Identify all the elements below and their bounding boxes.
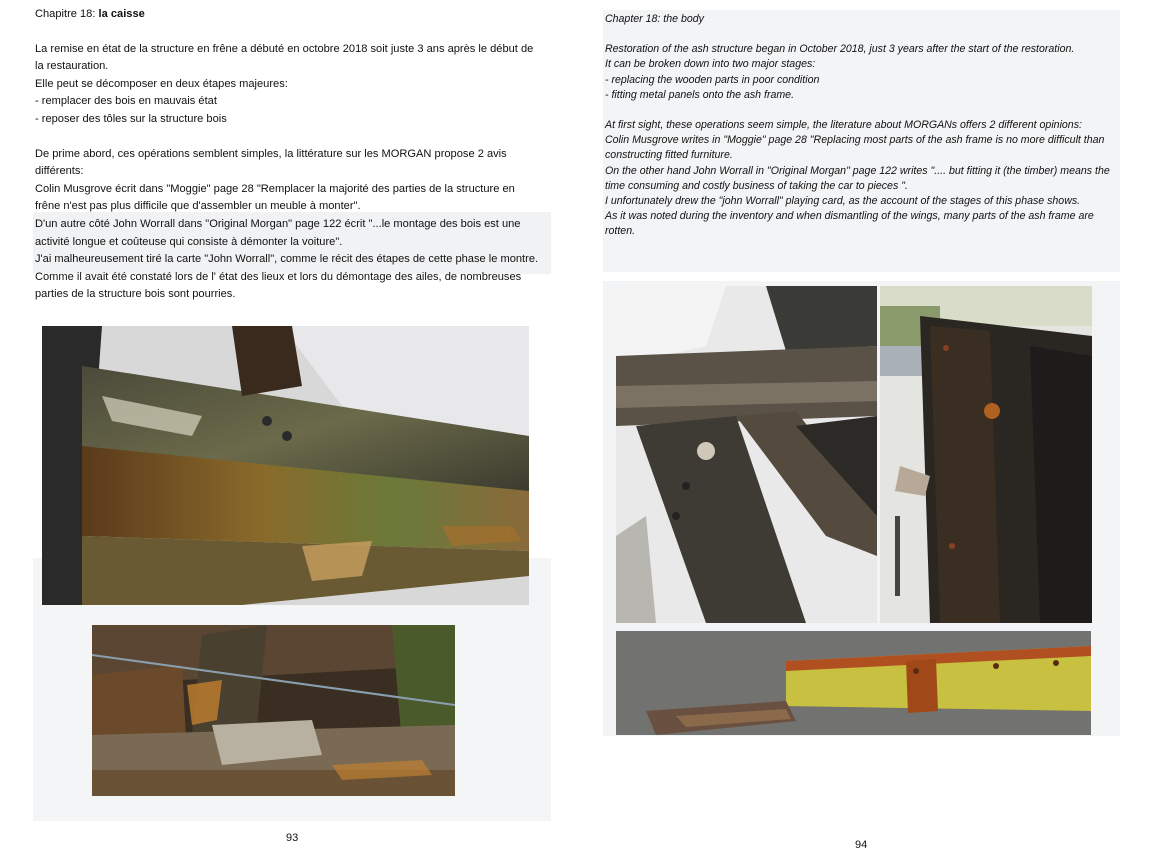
left-paragraph: Elle peut se décomposer en deux étapes majeures: [35,77,288,90]
photo-rotten-frame-2 [92,625,455,796]
right-page-text [605,12,1120,240]
photo-rotten-joint [616,286,877,623]
left-paragraph: Comme il avait été constaté lors de l' état des lieux et lors du démontage des ailes, de nombreuses parties de la structure bois sont pourries. [35,270,522,301]
page-number: 93 [286,832,299,844]
left-page-text [35,6,540,304]
photo-rusty-panel [616,631,1091,735]
right-paragraph: At first sight, these operations seem simple, the literature about MORGANs offers 2 different opinions: [605,119,1082,132]
right-paragraph: It can be broken down into two major stages: [605,58,816,71]
page-number: 94 [855,839,868,851]
left-paragraph: D'un autre côté John Worrall dans "Original Morgan" page 122 écrit "...le montage des bois est une activité longue et coûteuse qui consiste à démonter la voiture". [35,217,521,248]
right-paragraph: Restoration of the ash structure began in October 2018, just 3 years after the start of the restoration. [605,43,1075,56]
right-paragraph: On the other hand John Worrall in "Original Morgan" page 122 writes ".... but fitting it (the timber) means the time consuming and costly business of taking the car to pieces ". [605,164,1110,192]
photo-rotten-frame-1 [42,326,529,605]
right-paragraph: I unfortunately drew the "john Worrall" playing card, as the account of the stages of this phase shows. [605,195,1081,208]
left-paragraph: J'ai malheureusement tiré la carte "John Worrall", comme le récit des étapes de cette phase le montre. [35,253,539,266]
right-list-item: - replacing the wooden parts in poor condition [605,73,820,86]
right-paragraph: Colin Musgrove writes in "Moggie" page 28 "Replacing most parts of the ash frame is no more difficult than constructing fitted furniture. [605,134,1105,162]
left-paragraph: De prime abord, ces opérations semblent simples, la littérature sur les MORGAN propose 2 avis différents: [35,147,507,178]
left-paragraph: La remise en état de la structure en frêne a débuté en octobre 2018 soit juste 3 ans après le début de la restauration. [35,42,534,73]
photo-rotten-pillar [880,286,1092,623]
left-list-item: - reposer des tôles sur la structure bois [35,112,227,125]
left-paragraph: Colin Musgrove écrit dans "Moggie" page 28 "Remplacer la majorité des parties de la structure en frêne n'est pas plus difficile que d'assembler un meuble à monter". [35,182,515,213]
left-chapter-title: Chapitre 18: la caisse [35,8,145,20]
right-list-item: - fitting metal panels onto the ash frame. [605,88,795,101]
right-chapter-title: Chapter 18: the body [605,13,704,25]
right-paragraph: As it was noted during the inventory and when dismantling of the wings, many parts of the ash frame are rotten. [605,210,1094,238]
left-list-item: - remplacer des bois en mauvais état [35,95,217,108]
